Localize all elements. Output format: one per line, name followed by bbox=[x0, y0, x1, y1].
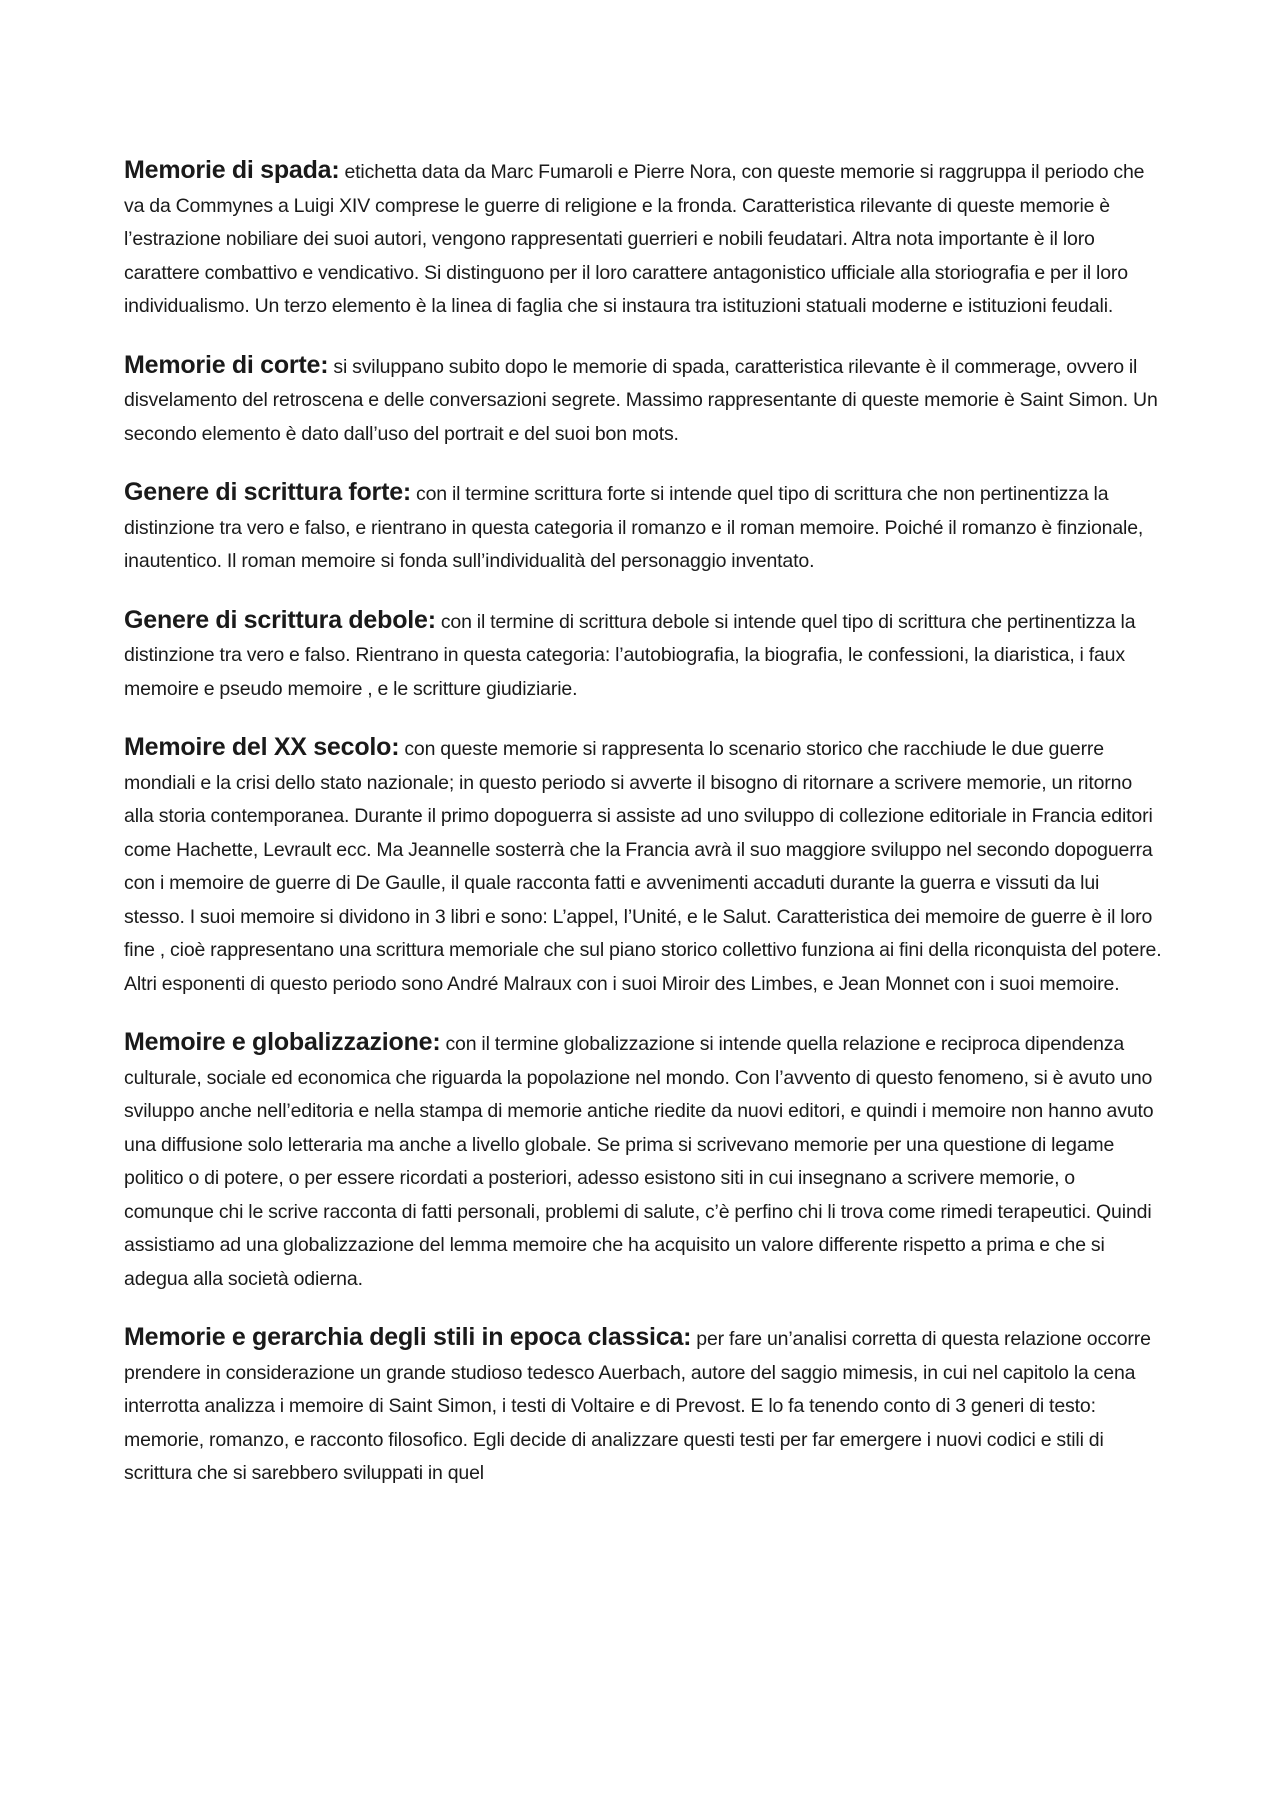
entry-term: Memorie di spada: bbox=[124, 156, 340, 184]
entry-memoire-xx-secolo bbox=[124, 731, 1164, 1001]
entry-term: Memorie di corte: bbox=[124, 350, 329, 379]
entry-memorie-di-spada bbox=[124, 154, 1164, 324]
entry-text: con il termine scrittura forte si intende quel tipo di scrittura che non pertinentizza la distinzione tra vero e falso, e rientrano in questa categoria il romanzo e il roman memoire. Poiché il romanzo è finzionale, inautentico. Il roman memoire si fonda sull’individualità del personaggio inventato. bbox=[124, 483, 1144, 572]
entry-scrittura-debole bbox=[124, 604, 1164, 707]
entry-term: Genere di scrittura forte: bbox=[124, 478, 412, 506]
entry-memorie-di-corte bbox=[124, 349, 1164, 452]
entry-text: etichetta data da Marc Fumaroli e Pierre Nora, con queste memorie si raggruppa il periodo che va da Commynes a Luigi XIV comprese le guerre di religione e la fronda. Caratteristica rilevante di queste memorie è l’estrazione nobiliare dei suoi autori, vengono rappresentati guerrieri e nobili feudatari. Altra nota importante è il loro carattere combattivo e vendicativo. Si distinguono per il loro carattere antagonistico ufficiale alla storiografia e per il loro individualismo. Un terzo elemento è la linea di faglia che si instaura tra istituzioni statuali moderne e istituzioni feudali. bbox=[124, 161, 1145, 317]
entry-scrittura-forte bbox=[124, 476, 1164, 579]
entry-text: si sviluppano subito dopo le memorie di spada, caratteristica rilevante è il commerage, ovvero il disvelamento del retroscena e delle conversazioni segrete. Massimo rappresentante di queste memorie è Saint Simon. Un secondo elemento è dato dall’uso del portrait e del suoi bon mots. bbox=[124, 355, 1158, 445]
entry-term: Genere di scrittura debole: bbox=[124, 605, 436, 634]
entry-memoire-globalizzazione bbox=[124, 1026, 1164, 1296]
entry-term: Memoire e globalizzazione: bbox=[124, 1028, 441, 1056]
entry-text: con queste memorie si rappresenta lo scenario storico che racchiude le due guerre mondiali e la crisi dello stato nazionale; in questo periodo si avverte il bisogno di ritornare a scrivere memorie, un ritorno alla storia contemporanea. Durante il primo dopoguerra si assiste ad uno sviluppo di collezione editoriale in Francia editori come Hachette, Levrault ecc. Ma Jeannelle sosterrà che la Francia avrà il suo maggiore sviluppo nel secondo dopoguerra con i memoire de guerre di De Gaulle, il quale racconta fatti e avvenimenti accaduti durante la guerra e vissuti da lui stesso. I suoi memoire si dividono in 3 libri e sono: L’appel, l’Unité, e le Salut. Caratteristica dei memoire de guerre è il loro fine , cioè rappresentano una scrittura memoriale che sul piano storico collettivo funziona ai fini della riconquista del potere. Altri esponenti di questo periodo sono André Malraux con i suoi Miroir des Limbes, e Jean Monnet con i suoi memoire. bbox=[124, 738, 1162, 995]
entry-text: con il termine globalizzazione si intende quella relazione e reciproca dipendenza culturale, sociale ed economica che riguarda la popolazione nel mondo. Con l’avvento di questo fenomeno, si è avuto uno sviluppo anche nell’editoria e nella stampa di memorie antiche riedite da nuovi editori, e quindi i memoire non hanno avuto una diffusione solo letteraria ma anche a livello globale. Se prima si scrivevano memorie per una questione di legame politico o di potere, o per essere ricordati a posteriori, adesso esistono siti in cui insegnano a scrivere memorie, o comunque chi le scrive racconta di fatti personali, problemi di salute, c’è perfino chi li trova come rimedi terapeutici. Quindi assistiamo ad una globalizzazione del lemma memoire che ha acquisito un valore differente rispetto a prima e che si adegua alla società odierna. bbox=[124, 1033, 1154, 1290]
entry-gerarchia-stili bbox=[124, 1321, 1164, 1491]
entry-term: Memoire del XX secolo: bbox=[124, 733, 400, 761]
document-page bbox=[124, 154, 1164, 1516]
entry-term: Memorie e gerarchia degli stili in epoca classica: bbox=[124, 1323, 692, 1351]
entry-text: con il termine di scrittura debole si intende quel tipo di scrittura che pertinentizza la distinzione tra vero e falso. Rientrano in questa categoria: l’autobiografia, la biografia, le confessioni, la diaristica, i faux memoire e pseudo memoire , e le scritture giudiziarie. bbox=[124, 610, 1136, 700]
entry-text: per fare un’analisi corretta di questa relazione occorre prendere in considerazione un grande studioso tedesco Auerbach, autore del saggio mimesis, in cui nel capitolo la cena interrotta analizza i memoire di Saint Simon, i testi di Voltaire e di Prevost. E lo fa tenendo conto di 3 generi di testo: memorie, romanzo, e racconto filosofico. Egli decide di analizzare questi testi per far emergere i nuovi codici e stili di scrittura che si sarebbero sviluppati in quel bbox=[124, 1328, 1151, 1484]
